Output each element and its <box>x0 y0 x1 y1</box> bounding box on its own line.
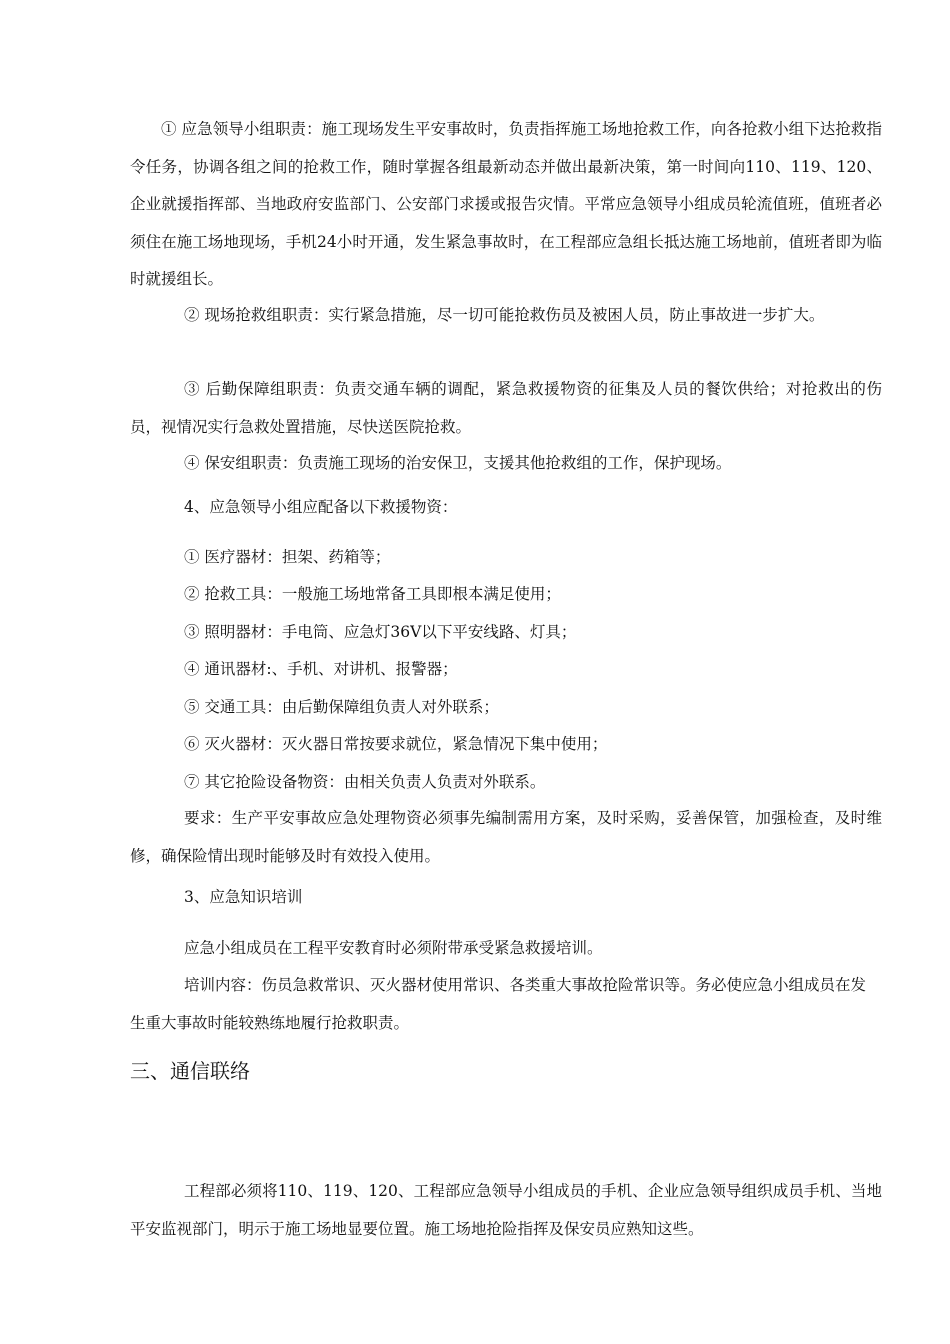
supply-item-medical: ① 医疗器材：担架、药箱等； <box>184 548 391 566</box>
supplies-heading: 4、应急领导小组应配备以下救援物资： <box>184 498 458 516</box>
training-paragraph-2: 培训内容：伤员急救常识、灭火器材使用常识、各类重大事故抢险常识等。务必使应急小组成员在发生重大事故时能较熟练地履行抢救职责。 <box>130 976 867 1032</box>
duty-paragraph-security: ④ 保安组职责：负责施工现场的治安保卫，支援其他抢救组的工作，保护现场。 <box>184 454 732 472</box>
duty-paragraph-logistics: ③ 后勤保障组职责：负责交通车辆的调配，紧急救援物资的征集及人员的餐饮供给；对抢救出的伤员，视情况实行急救处置措施，尽快送医院抢救。 <box>130 380 882 436</box>
duty-paragraph-rescue: ② 现场抢救组职责：实行紧急措施，尽一切可能抢救伤员及被困人员，防止事故进一步扩大。 <box>184 306 825 324</box>
supply-item-firefighting: ⑥ 灭火器材：灭火器日常按要求就位，紧急情况下集中使用； <box>184 735 608 753</box>
training-paragraph-1: 应急小组成员在工程平安教育时必须附带承受紧急救援培训。 <box>184 939 603 957</box>
duty-paragraph-leadership: ① 应急领导小组职责：施工现场发生平安事故时，负责指挥施工场地抢救工作，向各抢救小组下达抢救指令任务，协调各组之间的抢救工作，随时掌握各组最新动态并做出最新决策，第一时间向110、119、120、企业就援指挥部、当地政府安监部门、公安部门求援或报告灾情。平常应急领导小组成员轮流值班，值班者必须住在施工场地现场，手机24小时开通，发生紧急事故时，在工程部应急组长抵达施工场地前，值班者即为临时就援组长。 <box>130 120 882 289</box>
section-title: 三、通信联络 <box>130 1059 250 1083</box>
communication-paragraph: 工程部必须将110、119、120、工程部应急领导小组成员的手机、企业应急领导组织成员手机、当地平安监视部门，明示于施工场地显要位置。施工场地抢险指挥及保安员应熟知这些。 <box>130 1182 882 1238</box>
training-heading: 3、应急知识培训 <box>184 888 303 906</box>
supply-item-other: ⑦ 其它抢险设备物资：由相关负责人负责对外联系。 <box>184 773 546 791</box>
supply-item-tools: ② 抢救工具：一般施工场地常备工具即根本满足使用； <box>184 585 561 603</box>
supply-item-communication: ④ 通讯器材:、手机、对讲机、报警器； <box>184 660 458 678</box>
requirement-paragraph: 要求：生产平安事故应急处理物资必须事先编制需用方案，及时采购，妥善保管，加强检查，及时维修，确保险情出现时能够及时有效投入使用。 <box>130 809 882 865</box>
supply-item-transport: ⑤ 交通工具：由后勤保障组负责人对外联系； <box>184 698 499 716</box>
supply-item-lighting: ③ 照明器材：手电筒、应急灯36V以下平安线路、灯具； <box>184 623 577 641</box>
